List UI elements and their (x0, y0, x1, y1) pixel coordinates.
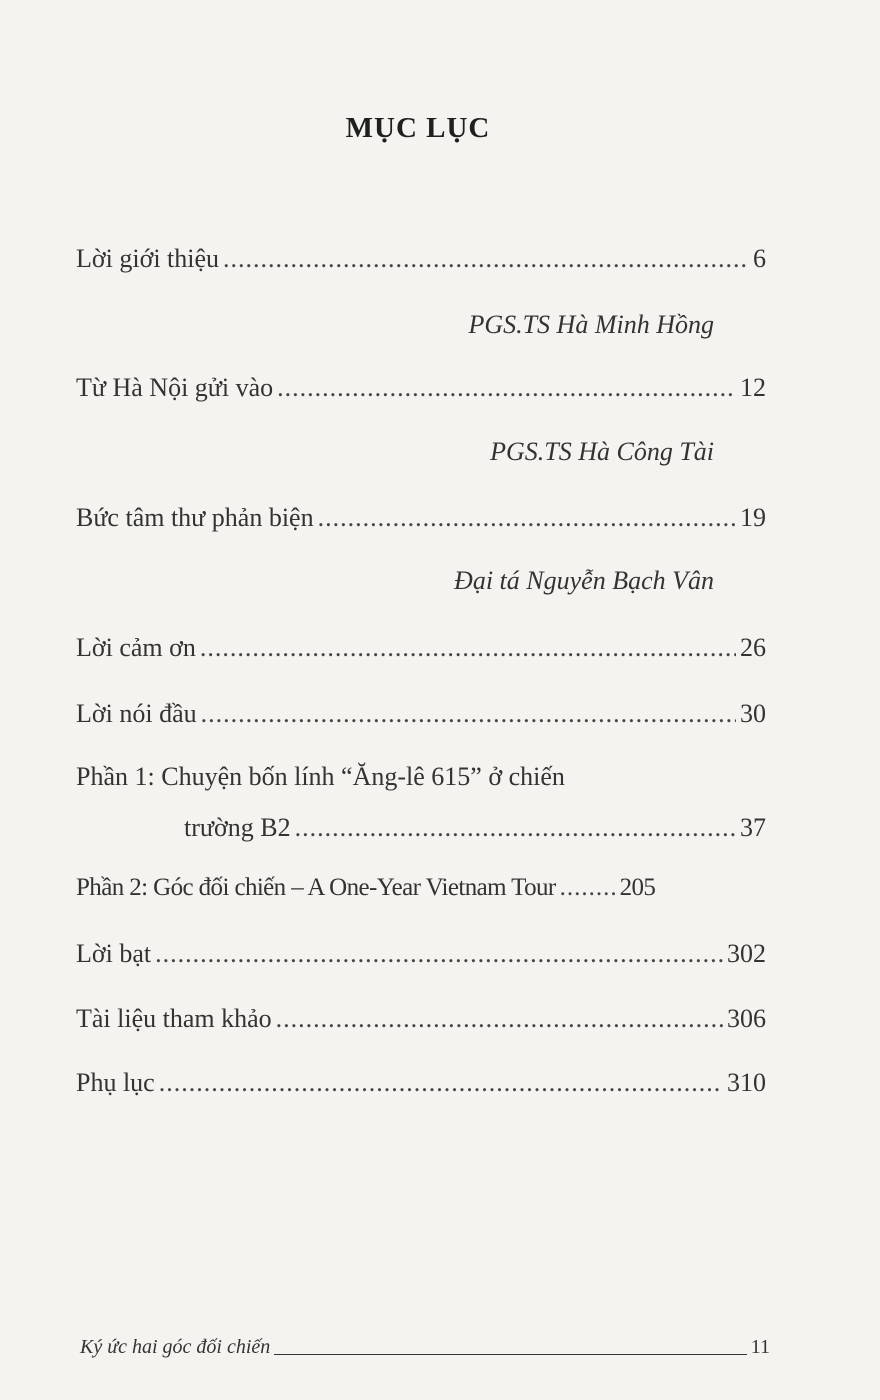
page-footer (80, 1336, 770, 1359)
toc-leader-dots (276, 1004, 723, 1034)
toc-entry-label: Lời bạt (76, 939, 152, 968)
footer-rule (274, 1353, 746, 1355)
toc-leader-dots (277, 373, 736, 403)
toc-entry-label: Tài liệu tham khảo (76, 1004, 272, 1033)
toc-entry-loi-noi-dau (76, 699, 766, 729)
toc-entry-label: Lời cảm ơn (76, 633, 196, 662)
toc-entry-phu-luc (76, 1068, 766, 1098)
toc-leader-dots (318, 503, 736, 533)
toc-entry-author: PGS.TS Hà Minh Hồng (468, 310, 714, 339)
toc-leader-dots (223, 244, 749, 274)
toc-entry-page: 30 (740, 699, 766, 728)
toc-leader-dots (155, 939, 723, 969)
toc-entry-label: Từ Hà Nội gửi vào (76, 373, 274, 402)
footer-book-title: Ký ức hai góc đối chiến (80, 1336, 271, 1358)
toc-entry-phan-1-line2 (184, 813, 766, 843)
toc-entry-tai-lieu (76, 1004, 766, 1034)
toc-entry-page: 12 (740, 373, 766, 402)
toc-entry-loi-gioi-thieu (76, 244, 766, 274)
toc-entry-label: Lời nói đầu (76, 699, 197, 728)
toc-entry-page: 306 (727, 1004, 766, 1033)
toc-entry-buc-tam-thu (76, 503, 766, 533)
toc-leader-dots (200, 633, 736, 663)
toc-entry-loi-cam-on (76, 633, 766, 663)
toc-leader-dots (159, 1068, 723, 1098)
toc-entry-phan-1-line1: Phần 1: Chuyện bốn lính “Ăng-lê 615” ở chiến (76, 762, 565, 791)
toc-entry-label: trường B2 (184, 813, 291, 842)
toc-entry-page: 205 (619, 874, 656, 901)
toc-entry-label: Phụ lục (76, 1068, 155, 1097)
toc-entry-page: 6 (753, 244, 766, 273)
toc-entry-phan-2 (76, 874, 766, 902)
toc-entry-label: Bức tâm thư phản biện (76, 503, 314, 532)
footer-page-number: 11 (750, 1336, 770, 1358)
toc-entry-author: PGS.TS Hà Công Tài (490, 437, 714, 466)
toc-entry-page: 310 (727, 1068, 766, 1097)
toc-leader-dots (201, 699, 736, 729)
toc-entry-page: 26 (740, 633, 766, 662)
toc-entry-label: Phần 2: Góc đối chiến – A One-Year Vietnam Tour (76, 874, 556, 901)
toc-entry-label: Lời giới thiệu (76, 244, 220, 273)
toc-entry-author: Đại tá Nguyễn Bạch Vân (454, 566, 714, 595)
toc-entry-page: 37 (740, 813, 766, 842)
toc-leader-dots (560, 874, 616, 902)
toc-entry-page: 19 (740, 503, 766, 532)
toc-entry-tu-ha-noi (76, 373, 766, 403)
toc-leader-dots (295, 813, 736, 843)
toc-entry-page: 302 (727, 939, 766, 968)
page-title: MỤC LỤC (345, 112, 491, 144)
toc-entry-loi-bat (76, 939, 766, 969)
